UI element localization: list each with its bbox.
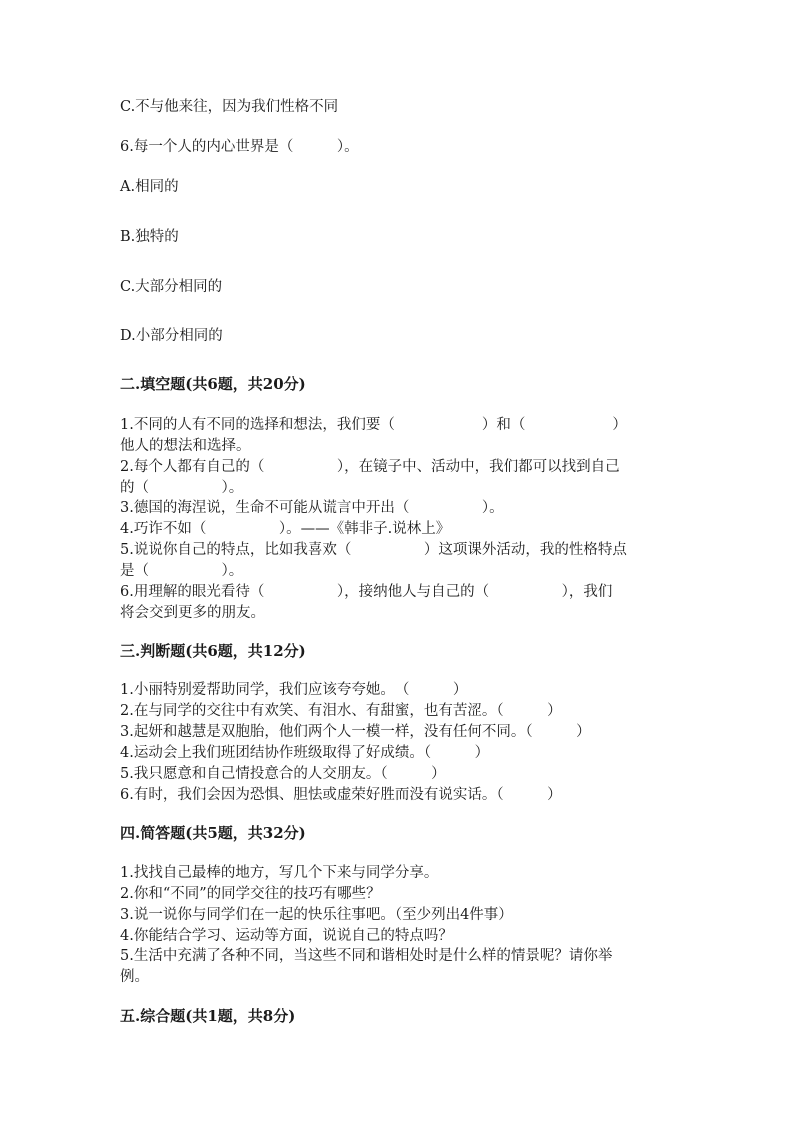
short-answer-line: 3.说一说你与同学们在一起的快乐往事吧。（至少列出4件事）	[120, 907, 513, 923]
fill-line: 5.说说你自己的特点，比如我喜欢（ ）这项课外活动，我的性格特点	[120, 542, 627, 558]
q6-option-c: C.大部分相同的	[120, 279, 223, 295]
section5-heading: 五.综合题(共1题，共8分)	[120, 1007, 296, 1025]
fill-line: 4.巧诈不如（ ）。——《韩非子.说林上》	[120, 521, 451, 537]
short-answer-line: 例。	[120, 969, 149, 985]
q5-option-c: C.不与他来往，因为我们性格不同	[120, 99, 339, 115]
judge-line: 4.运动会上我们班团结协作班级取得了好成绩。（ ）	[120, 745, 490, 761]
fill-line: 将会交到更多的朋友。	[120, 605, 265, 621]
q6-option-b: B.独特的	[120, 229, 179, 245]
judge-line: 6.有时，我们会因为恐惧、胆怯或虚荣好胜而没有说实话。（ ）	[120, 787, 562, 803]
fill-line: 6.用理解的眼光看待（ ），接纳他人与自己的（ ），我们	[120, 584, 613, 600]
q6-option-a: A.相同的	[120, 179, 179, 195]
judge-line: 1.小丽特别爱帮助同学，我们应该夸夸她。 （ ）	[120, 682, 468, 698]
fill-line: 3.德国的海涅说，生命不可能从谎言中开出（ ）。	[120, 500, 504, 516]
short-answer-line: 1.找找自己最棒的地方，写几个下来与同学分享。	[120, 865, 439, 881]
short-answer-line: 4.你能结合学习、运动等方面，说说自己的特点吗？	[120, 928, 453, 944]
fill-line: 1.不同的人有不同的选择和想法，我们要（ ）和（ ）	[120, 417, 627, 433]
fill-line: 是（ ）。	[120, 563, 244, 579]
section4-heading: 四.简答题(共5题，共32分)	[120, 824, 306, 842]
q6-option-d: D.小部分相同的	[120, 328, 223, 344]
fill-line: 的（ ）。	[120, 480, 244, 496]
judge-line: 2.在与同学的交往中有欢笑、有泪水、有甜蜜，也有苦涩。（ ）	[120, 703, 562, 719]
section2-heading: 二.填空题(共6题，共20分)	[120, 375, 306, 393]
judge-line: 3.起妍和越慧是双胞胎，他们两个人一模一样，没有任何不同。（ ）	[120, 724, 591, 740]
q6-stem: 6.每一个人的内心世界是（ ）。	[120, 139, 359, 155]
fill-line: 2.每个人都有自己的（ ），在镜子中、活动中，我们都可以找到自己	[120, 459, 620, 475]
fill-line: 他人的想法和选择。	[120, 438, 251, 454]
section3-heading: 三.判断题(共6题，共12分)	[120, 642, 306, 660]
judge-line: 5.我只愿意和自己情投意合的人交朋友。（ ）	[120, 766, 446, 782]
short-answer-line: 5.生活中充满了各种不同，当这些不同和谐相处时是什么样的情景呢？请你举	[120, 948, 613, 964]
short-answer-line: 2.你和“不同”的同学交往的技巧有哪些？	[120, 886, 381, 902]
